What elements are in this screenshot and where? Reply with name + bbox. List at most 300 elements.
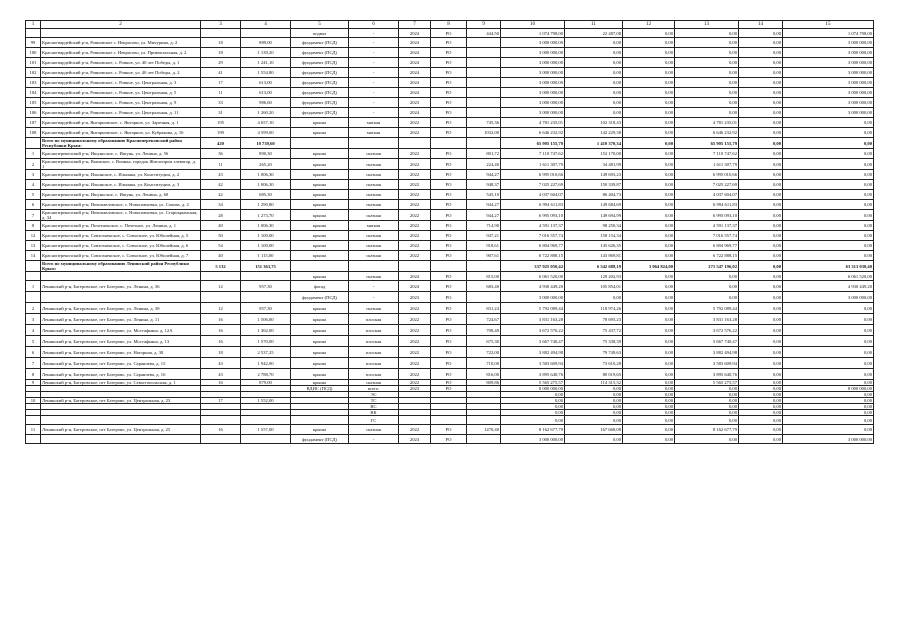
regional-funds-cell: 0,00 (675, 48, 739, 58)
roof-type-cell: мягкая (349, 118, 399, 128)
per-unit-cost-cell: 118 974,26 (565, 303, 623, 314)
year-cell: 2022 (399, 128, 431, 138)
work-type-cell: подвал (291, 29, 349, 38)
per-unit-cost-cell: 149 693,23 (565, 170, 623, 180)
apartments-count-cell: 18 (201, 347, 241, 358)
address-cell (41, 416, 201, 425)
regional-funds-cell: 0,00 (675, 386, 739, 392)
total-cost-cell: 6 646 232,92 (501, 128, 565, 138)
regional-funds-cell: 0,00 (675, 292, 739, 303)
roof-type-cell: скатная (349, 380, 399, 386)
address-cell: Всего по муниципальному образованию Красноперекопский район Республики Крым: (41, 138, 201, 149)
header-cell: 7 (399, 21, 431, 29)
address-cell: Красноперекопский р-н, Совхозненское, с. Совхозное, ул. Юбилейная, д. 5 (41, 231, 201, 241)
document-page (25, 20, 873, 444)
fund-type-cell: РО (431, 292, 467, 303)
fund-type-cell: РО (431, 190, 467, 200)
address-cell: Красногвардейский р-н, Ровновское с. Некрасово, ул. Привокзальная, д. 2 (41, 48, 201, 58)
regional-funds-cell: 1 611 307,79 (675, 159, 739, 170)
owner-funds-cell: 0,00 (783, 251, 874, 261)
total-cost-cell: 3 000 000,00 (501, 292, 565, 303)
volume-cell: 1032,00 (467, 128, 501, 138)
total-cost-cell: 5 792 089,44 (501, 303, 565, 314)
row-number-cell: 107 (26, 118, 41, 128)
total-cost-cell: 1 611 307,79 (501, 159, 565, 170)
owner-funds-cell: 0,00 (783, 200, 874, 210)
per-unit-cost-cell: 0,00 (565, 398, 623, 404)
fund-type-cell: РО (431, 128, 467, 138)
federal-funds-cell: 0,00 (623, 29, 675, 38)
volume-cell: 1470,40 (467, 425, 501, 435)
row-number-cell: 2 (26, 303, 41, 314)
work-type-cell: крыша (291, 336, 349, 347)
apartments-count-cell: 11 (201, 159, 241, 170)
total-cost-cell: 5 565 275,57 (501, 380, 565, 386)
apartments-count-cell: 12 (201, 303, 241, 314)
roof-type-cell: всего: (349, 386, 399, 392)
address-cell (41, 435, 201, 444)
area-cell (241, 416, 291, 425)
work-type-cell: фундамент (ПСД) (291, 108, 349, 118)
roof-type-cell: - (349, 58, 399, 68)
volume-cell (467, 108, 501, 118)
address-cell: Красногвардейский р-н, Ровновское, с. Ровное, ул. Центральная, д. 5 (41, 88, 201, 98)
roof-type-cell: скатная (349, 231, 399, 241)
owner-funds-cell: 3 000 000,00 (783, 108, 874, 118)
row-number-cell (26, 416, 41, 425)
roof-type-cell: скатная (349, 210, 399, 221)
per-unit-cost-cell: 0,00 (565, 68, 623, 78)
table-row (26, 180, 874, 190)
work-type-cell: крыша (291, 128, 349, 138)
work-type-cell: крыша (291, 369, 349, 380)
work-type-cell: крыша (291, 221, 349, 231)
federal-funds-cell: 0,00 (623, 292, 675, 303)
roof-type-cell: скатная (349, 190, 399, 200)
apartments-count-cell: 16 (201, 425, 241, 435)
total-cost-cell: 1 074 798,00 (501, 29, 565, 38)
volume-cell (467, 435, 501, 444)
total-cost-cell: 6 722 888,15 (501, 251, 565, 261)
table-row (26, 48, 874, 58)
area-cell: 986,60 (241, 98, 291, 108)
total-cost-cell: 0,00 (501, 398, 565, 404)
area-cell: 1 554,80 (241, 68, 291, 78)
year-cell: 2022 (399, 358, 431, 369)
per-unit-cost-cell: 143 869,81 (565, 251, 623, 261)
table-row (26, 281, 874, 292)
apartments-count-cell: 40 (201, 221, 241, 231)
roof-type-cell: ГС (349, 416, 399, 425)
work-type-cell (291, 138, 349, 149)
federal-funds-cell: 0,00 (623, 358, 675, 369)
row-number-cell: 7 (26, 210, 41, 221)
row-number-cell: 104 (26, 88, 41, 98)
federal-funds-cell: 0,00 (623, 58, 675, 68)
table-row (26, 38, 874, 48)
owner-funds-cell: 0,00 (783, 118, 874, 128)
year-cell: 2022 (399, 221, 431, 231)
row-number-cell: 5 (26, 336, 41, 347)
regional-funds-cell: 3 667 740,47 (675, 336, 739, 347)
owner-funds-cell: 0,00 (783, 190, 874, 200)
local-funds-cell: 0,00 (739, 425, 783, 435)
total-cost-cell: 0,00 (501, 410, 565, 416)
fund-type-cell: РО (431, 281, 467, 292)
header-cell: 5 (291, 21, 349, 29)
regional-funds-cell: 0,00 (675, 88, 739, 98)
regional-funds-cell: 0,00 (675, 68, 739, 78)
roof-type-cell: ВС (349, 404, 399, 410)
local-funds-cell: 0,00 (739, 170, 783, 180)
volume-cell: 944,27 (467, 200, 501, 210)
apartments-count-cell (201, 435, 241, 444)
owner-funds-cell: 0,00 (783, 347, 874, 358)
table-row (26, 128, 874, 138)
capital-repair-table (25, 20, 874, 444)
owner-funds-cell: 0,00 (783, 369, 874, 380)
per-unit-cost-cell: 0,00 (565, 392, 623, 398)
owner-funds-cell: 4 930 449,20 (783, 281, 874, 292)
row-number-cell (26, 138, 41, 149)
total-cost-cell: 3 672 576,22 (501, 325, 565, 336)
owner-funds-cell: 0,00 (783, 410, 874, 416)
per-unit-cost-cell: 102 318,43 (565, 118, 623, 128)
volume-cell: 444,50 (467, 29, 501, 38)
area-cell: 879,00 (241, 380, 291, 386)
apartments-count-cell: 16 (201, 336, 241, 347)
fund-type-cell: РО (431, 241, 467, 251)
per-unit-cost-cell: 0,00 (565, 416, 623, 425)
fund-type-cell: РО (431, 221, 467, 231)
year-cell: 2024 (399, 88, 431, 98)
federal-funds-cell: 0,00 (623, 190, 675, 200)
regional-funds-cell: 0,00 (675, 281, 739, 292)
year-cell: 2022 (399, 210, 431, 221)
address-cell: Красноперекопский р-н, Новопавловское, с. Новопавловка, ул. Старокрымская, д. 34 (41, 210, 201, 221)
volume-cell (467, 38, 501, 48)
table-row (26, 170, 874, 180)
address-cell: Красногвардейский р-н, Ровновское, с. Ровное, ул. Центральная, д. 11 (41, 108, 201, 118)
address-cell: Красногвардейский р-н, Ровновское, с. Ровное, ул. Центральная, д. 9 (41, 98, 201, 108)
total-cost-cell: 3 895 640,76 (501, 369, 565, 380)
apartments-count-cell: 18 (201, 38, 241, 48)
volume-cell (467, 292, 501, 303)
federal-funds-cell: 0,00 (623, 200, 675, 210)
table-row (26, 190, 874, 200)
year-cell: 2022 (399, 303, 431, 314)
address-cell: Красноперекопский р-н, Ильинское, с. Ильинка, ул. Конституции, д. 2 (41, 170, 201, 180)
header-cell: 12 (623, 21, 675, 29)
federal-funds-cell: 0,00 (623, 251, 675, 261)
area-cell (241, 29, 291, 38)
per-unit-cost-cell: 73 610,28 (565, 358, 623, 369)
local-funds-cell: 0,00 (739, 410, 783, 416)
apartments-count-cell: 34 (201, 200, 241, 210)
table-header-row (26, 21, 874, 29)
federal-funds-cell: 0,00 (623, 410, 675, 416)
row-number-cell: 10 (26, 398, 41, 404)
area-cell: 2 788,70 (241, 369, 291, 380)
area-cell: 685,30 (241, 190, 291, 200)
fund-type-cell: РО (431, 58, 467, 68)
per-unit-cost-cell: 6 542 688,19 (565, 261, 623, 272)
per-unit-cost-cell: 0,00 (565, 108, 623, 118)
table-row (26, 347, 874, 358)
total-cost-cell: 3 000 000,00 (501, 108, 565, 118)
volume-cell: 948,37 (467, 180, 501, 190)
local-funds-cell: 0,00 (739, 78, 783, 88)
owner-funds-cell: 0,00 (783, 159, 874, 170)
year-cell: 2024 (399, 108, 431, 118)
volume-cell: 816,00 (467, 369, 501, 380)
per-unit-cost-cell: 0,00 (565, 292, 623, 303)
regional-funds-cell: 4 591 137,37 (675, 221, 739, 231)
header-cell: 6 (349, 21, 399, 29)
local-funds-cell: 0,00 (739, 29, 783, 38)
total-cost-cell: 0,00 (501, 392, 565, 398)
owner-funds-cell: 0,00 (783, 325, 874, 336)
apartments-count-cell: 17 (201, 78, 241, 88)
local-funds-cell: 0,00 (739, 435, 783, 444)
owner-funds-cell: 8 000 000,00 (783, 386, 874, 392)
federal-funds-cell: 0,00 (623, 68, 675, 78)
table-row (26, 251, 874, 261)
total-cost-cell: 6 995 010,66 (501, 170, 565, 180)
area-cell: 1 942,00 (241, 358, 291, 369)
volume-cell: 675,30 (467, 336, 501, 347)
work-type-cell: крыша (291, 190, 349, 200)
table-row (26, 231, 874, 241)
work-type-cell: крыша (291, 380, 349, 386)
row-number-cell: 2 (26, 159, 41, 170)
area-cell: 1 006,30 (241, 221, 291, 231)
work-type-cell: фасад (291, 281, 349, 292)
roof-type-cell: скатная (349, 149, 399, 159)
volume-cell (467, 88, 501, 98)
apartments-count-cell: 18 (201, 48, 241, 58)
row-number-cell: 103 (26, 78, 41, 88)
roof-type-cell: плоская (349, 325, 399, 336)
year-cell: 2023 (399, 292, 431, 303)
regional-funds-cell: 0,00 (675, 58, 739, 68)
apartments-count-cell: 33 (201, 98, 241, 108)
fund-type-cell: РО (431, 170, 467, 180)
row-number-cell (26, 29, 41, 38)
owner-funds-cell: 3 000 000,00 (783, 78, 874, 88)
total-cost-cell: 6 995 093,10 (501, 210, 565, 221)
area-cell: 4 599,00 (241, 128, 291, 138)
per-unit-cost-cell: 0,00 (565, 98, 623, 108)
per-unit-cost-cell: 0,00 (565, 386, 623, 392)
federal-funds-cell: 0,00 (623, 272, 675, 281)
volume-cell (467, 68, 501, 78)
work-type-cell: крыша (291, 200, 349, 210)
area-cell: 4 657,10 (241, 118, 291, 128)
volume-cell (467, 261, 501, 272)
roof-type-cell: плоская (349, 336, 399, 347)
regional-funds-cell: 0,00 (675, 398, 739, 404)
area-cell: 1 241,10 (241, 58, 291, 68)
federal-funds-cell: 0,00 (623, 392, 675, 398)
regional-funds-cell: 3 882 494,98 (675, 347, 739, 358)
roof-type-cell: - (349, 108, 399, 118)
address-cell: Ленинский р-н, Багеровское, пгт Багерово, ул. Центральная, д. 25 (41, 425, 201, 435)
roof-type-cell: скатная (349, 272, 399, 281)
total-cost-cell: 3 000 000,00 (501, 98, 565, 108)
per-unit-cost-cell: 150 339,87 (565, 180, 623, 190)
federal-funds-cell: 0,00 (623, 149, 675, 159)
owner-funds-cell: 0,00 (783, 392, 874, 398)
local-funds-cell: 0,00 (739, 98, 783, 108)
address-cell: Ленинский р-н, Багеровское, пгт Багерово, ул. Ленина, д. 38 (41, 303, 201, 314)
year-cell: 2022 (399, 231, 431, 241)
address-cell: Красноперекопский р-н, Новопавловское, с. Новопавловка, ул. Сокова, д. 2 (41, 200, 201, 210)
area-cell: 613,00 (241, 88, 291, 98)
total-cost-cell: 7 110 747,62 (501, 149, 565, 159)
row-number-cell: 4 (26, 180, 41, 190)
per-unit-cost-cell: 152 170,00 (565, 149, 623, 159)
apartments-count-cell: 42 (201, 190, 241, 200)
header-cell: 14 (739, 21, 783, 29)
regional-funds-cell: 5 565 275,57 (675, 380, 739, 386)
row-number-cell: 105 (26, 98, 41, 108)
address-cell: Ленинский р-н, Багеровское, пгт Багерово, ул. Мостафьяна, д. 13 (41, 336, 201, 347)
owner-funds-cell: 3 000 000,00 (783, 292, 874, 303)
roof-type-cell: плоская (349, 347, 399, 358)
federal-funds-cell: 3 064 824,00 (623, 261, 675, 272)
regional-funds-cell: 3 895 640,76 (675, 369, 739, 380)
address-cell: Красноперекопский р-н, Почетненское, с. Почетное, ул. Ленина, д. 1 (41, 221, 201, 231)
regional-funds-cell: 65 905 155,79 (675, 138, 739, 149)
row-number-cell: 9 (26, 380, 41, 386)
owner-funds-cell: 3 000 000,00 (783, 88, 874, 98)
apartments-count-cell: 11 (201, 88, 241, 98)
area-cell: 265,20 (241, 159, 291, 170)
federal-funds-cell: 0,00 (623, 128, 675, 138)
local-funds-cell: 0,00 (739, 398, 783, 404)
total-cost-cell: 7 016 557,74 (501, 231, 565, 241)
work-type-cell: фундамент (ПСД) (291, 292, 349, 303)
header-cell: 9 (467, 21, 501, 29)
volume-cell: 545,10 (467, 190, 501, 200)
table-row (26, 68, 874, 78)
federal-funds-cell: 0,00 (623, 88, 675, 98)
apartments-count-cell: 50 (201, 231, 241, 241)
apartments-count-cell: 43 (201, 170, 241, 180)
local-funds-cell: 0,00 (739, 68, 783, 78)
regional-funds-cell: 7 025 227,69 (675, 180, 739, 190)
federal-funds-cell: 0,00 (623, 425, 675, 435)
address-cell: Ленинский р-н, Багеровское, пгт Багерово, ул. Саранчева, д. 16 (41, 369, 201, 380)
work-type-cell: крыша (291, 149, 349, 159)
per-unit-cost-cell: 0,00 (565, 404, 623, 410)
roof-type-cell: мягкая (349, 128, 399, 138)
apartments-count-cell (201, 292, 241, 303)
federal-funds-cell: 0,00 (623, 314, 675, 325)
roof-type-cell: скатная (349, 425, 399, 435)
row-number-cell: 8 (26, 369, 41, 380)
year-cell: 2022 (399, 380, 431, 386)
owner-funds-cell: 3 000 000,00 (783, 98, 874, 108)
volume-cell: 714,90 (467, 221, 501, 231)
volume-cell: 907,61 (467, 251, 501, 261)
row-number-cell: 7 (26, 358, 41, 369)
local-funds-cell: 0,00 (739, 88, 783, 98)
fund-type-cell: РО (431, 347, 467, 358)
per-unit-cost-cell: 75 338,39 (565, 336, 623, 347)
roof-type-cell: плоская (349, 314, 399, 325)
volume-cell: 724,67 (467, 314, 501, 325)
owner-funds-cell: 0,00 (783, 425, 874, 435)
work-type-cell: крыша (291, 272, 349, 281)
fund-type-cell: РО (431, 108, 467, 118)
total-cost-cell: 3 000 000,00 (501, 48, 565, 58)
table-row (26, 29, 874, 38)
apartments-count-cell: 199 (201, 128, 241, 138)
per-unit-cost-cell: 86 404,73 (565, 190, 623, 200)
area-cell: 1 006,30 (241, 180, 291, 190)
volume-cell: 944,27 (467, 210, 501, 221)
owner-funds-cell: 0,00 (783, 180, 874, 190)
local-funds-cell: 0,00 (739, 108, 783, 118)
address-cell: Всего по муниципальному образованию Ленинский район Республики Крым: (41, 261, 201, 272)
fund-type-cell: РО (431, 29, 467, 38)
table-row (26, 159, 874, 170)
regional-funds-cell: 6 995 093,10 (675, 210, 739, 221)
total-cost-cell: 3 000 000,00 (501, 435, 565, 444)
area-cell: 2 537,25 (241, 347, 291, 358)
volume-cell (467, 98, 501, 108)
roof-type-cell: ЭС (349, 392, 399, 398)
header-cell: 2 (41, 21, 201, 29)
roof-type-cell: скатная (349, 170, 399, 180)
local-funds-cell: 0,00 (739, 380, 783, 386)
owner-funds-cell: 3 000 000,00 (783, 38, 874, 48)
regional-funds-cell: 3 672 576,22 (675, 325, 739, 336)
federal-funds-cell: 0,00 (623, 108, 675, 118)
work-type-cell: фундамент (ПСД) (291, 48, 349, 58)
fund-type-cell (431, 138, 467, 149)
apartments-count-cell: 5 132 (201, 261, 241, 272)
owner-funds-cell: 0,00 (783, 170, 874, 180)
apartments-count-cell (201, 416, 241, 425)
year-cell: 2022 (399, 190, 431, 200)
area-cell: 1 006,30 (241, 170, 291, 180)
roof-type-cell: - (349, 29, 399, 38)
address-cell: Красногвардейский р-н, Ровновское, с. Ровное, ул. 40 лет Победы, д. 2 (41, 68, 201, 78)
total-cost-cell: 3 667 740,47 (501, 336, 565, 347)
row-number-cell: 99 (26, 38, 41, 48)
apartments-count-cell: 195 (201, 118, 241, 128)
year-cell: 2024 (399, 78, 431, 88)
work-type-cell (291, 416, 349, 425)
area-cell: 151 363,75 (241, 261, 291, 272)
apartments-count-cell: 43 (201, 358, 241, 369)
row-number-cell (26, 272, 41, 281)
federal-funds-cell: 0,00 (623, 210, 675, 221)
total-cost-cell: 3 583 609,94 (501, 358, 565, 369)
row-number-cell: 106 (26, 108, 41, 118)
federal-funds-cell: 0,00 (623, 48, 675, 58)
local-funds-cell: 0,00 (739, 336, 783, 347)
local-funds-cell: 0,00 (739, 303, 783, 314)
year-cell: 2022 (399, 425, 431, 435)
apartments-count-cell: 54 (201, 241, 241, 251)
total-cost-cell: 3 831 163,28 (501, 314, 565, 325)
address-cell (41, 272, 201, 281)
work-type-cell: крыша (291, 251, 349, 261)
